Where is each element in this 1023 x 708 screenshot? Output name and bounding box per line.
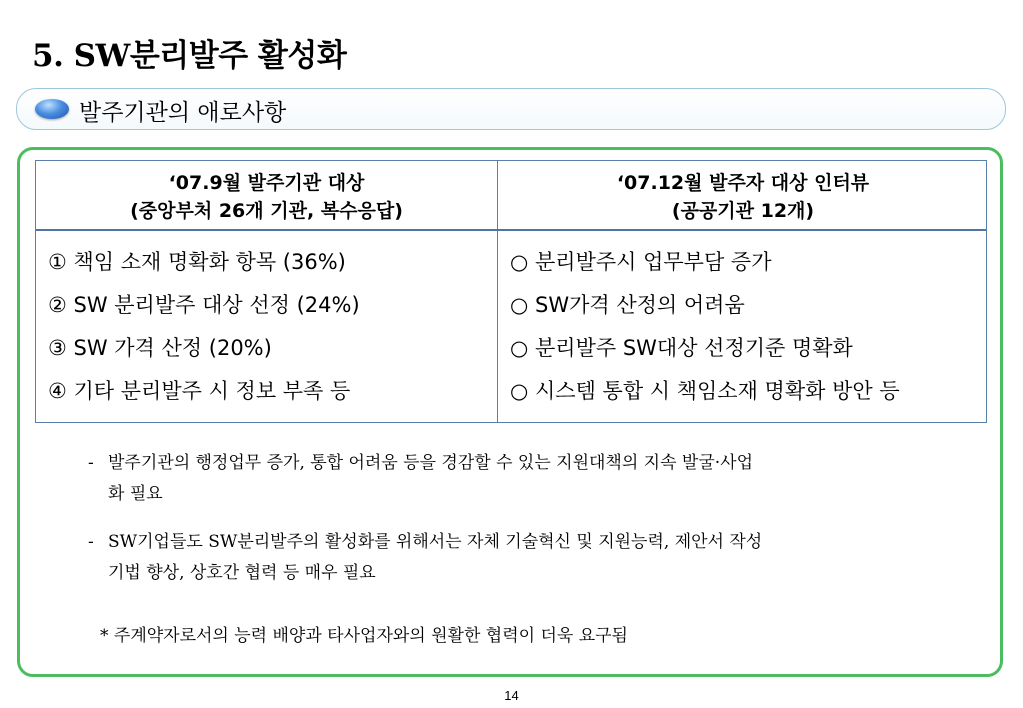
- note-line: 기법 향상, 상호간 협력 등 매우 필요: [108, 563, 376, 583]
- right-item-list: [510, 241, 900, 413]
- list-item: ① 책임 소재 명확화 항목 (36%): [48, 250, 346, 274]
- left-header-cell: [36, 167, 497, 227]
- subtitle-text: 발주기관의 애로사항: [79, 100, 287, 126]
- note-line: SW기업들도 SW분리발주의 활성화를 위해서는 자체 기술혁신 및 지원능력, 제안서 작성: [108, 532, 763, 552]
- list-item: ○ SW가격 산정의 어려움: [510, 293, 745, 317]
- right-header-cell: [498, 167, 988, 227]
- subtitle-bar: [16, 88, 1006, 130]
- right-header-line-2: (공공기관 12개): [671, 200, 815, 222]
- blue-oval-bullet-icon: [35, 99, 69, 119]
- list-item: ○ 분리발주시 업무부담 증가: [510, 250, 772, 274]
- left-header-line-1: ‘07.9월 발주기관 대상: [168, 172, 365, 194]
- note-item: [88, 448, 968, 510]
- list-item: ③ SW 가격 산정 (20%): [48, 336, 272, 360]
- note-line: 발주기관의 행정업무 증가, 통합 어려움 등을 경감할 수 있는 지원대책의 지속 발굴·사업: [108, 453, 754, 473]
- right-header-line-1: ‘07.12월 발주자 대상 인터뷰: [616, 172, 870, 194]
- list-item: ○ 시스템 통합 시 책임소재 명확화 방안 등: [510, 379, 900, 403]
- page-number: 14: [504, 688, 519, 703]
- slide-title: 5. SW분리발주 활성화: [32, 38, 347, 74]
- left-item-list: [48, 241, 360, 413]
- list-item: ④ 기타 분리발주 시 정보 부족 등: [48, 379, 351, 403]
- note-line: 화 필요: [108, 484, 163, 504]
- left-header-line-2: (중앙부처 26개 기관, 복수응답): [130, 200, 403, 222]
- list-item: ○ 분리발주 SW대상 선정기준 명확화: [510, 336, 853, 360]
- note-item: [88, 527, 968, 589]
- note-dash: -: [88, 453, 94, 473]
- header-separator: [36, 229, 986, 231]
- survey-table: [35, 160, 987, 423]
- notes-section: [88, 448, 968, 606]
- footnote: * 주계약자로서의 능력 배양과 타사업자와의 원활한 협력이 더욱 요구됨: [100, 626, 628, 646]
- note-dash: -: [88, 532, 94, 552]
- list-item: ② SW 분리발주 대상 선정 (24%): [48, 293, 360, 317]
